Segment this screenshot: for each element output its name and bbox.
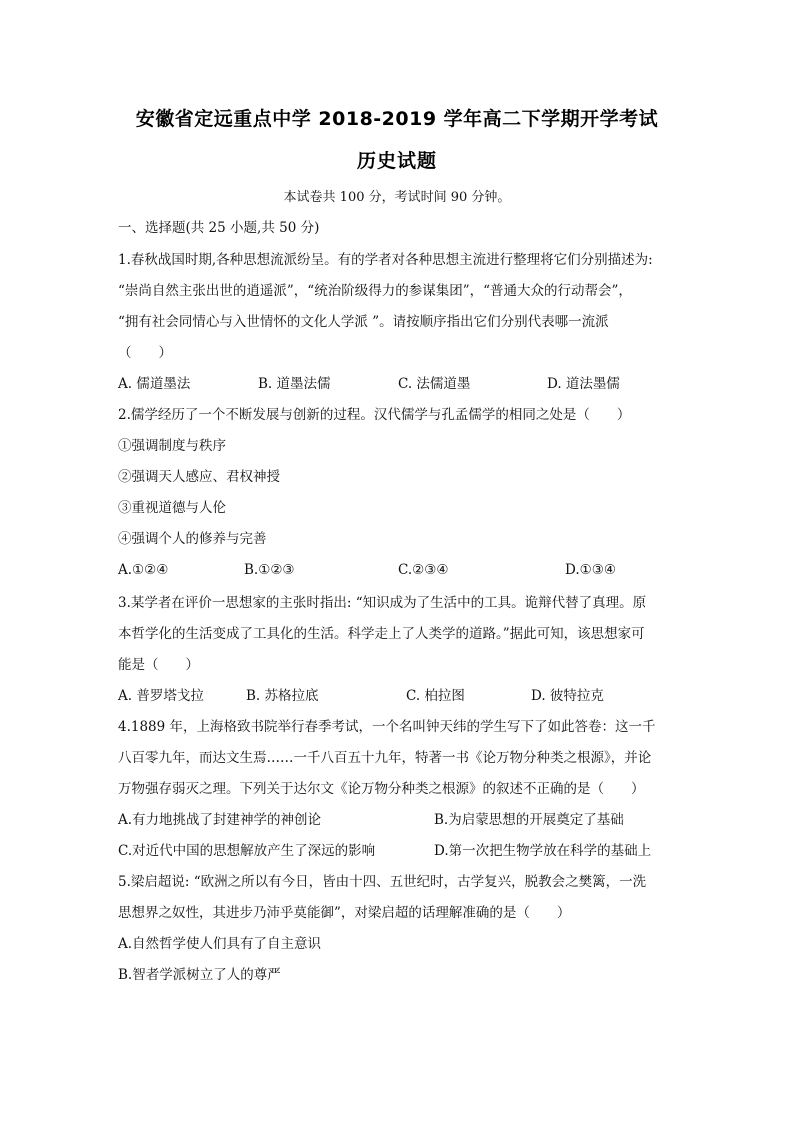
q4-option-c[interactable]: C.对近代中国的思想解放产生了深远的影响 (118, 843, 376, 859)
q2-item-2: ②强调天人感应、君权神授 (118, 469, 280, 485)
exam-title: 安徽省定远重点中学 2018-2019 学年高二下学期开学考试 (135, 108, 659, 130)
q4-option-b[interactable]: B.为启蒙思想的开展奠定了基础 (434, 812, 624, 828)
q1-stem-line-1: 1.春秋战国时期,各种思想流派纷呈。有的学者对各种思想主流进行整理将它们分别描述为: (118, 252, 653, 268)
q2-item-1: ①强调制度与秩序 (118, 438, 226, 454)
q2-stem: 2.儒学经历了一个不断发展与创新的过程。汉代儒学与孔孟儒学的相同之处是（ ） (118, 407, 631, 423)
section-heading: 一、选择题(共 25 小题,共 50 分) (118, 220, 320, 236)
q1-option-a[interactable]: A. 儒道墨法 (118, 376, 191, 392)
q1-answer-blank: （ ） (118, 345, 172, 361)
q3-option-c[interactable]: C. 柏拉图 (406, 688, 465, 704)
q4-stem-line-1: 4.1889 年，上海格致书院举行春季考试，一个名叫钟天纬的学生写下了如此答卷：这一千 (118, 719, 656, 735)
q3-stem-line-2: 本哲学化的生活变成了工具化的生活。科学走上了人类学的道路。”据此可知，该思想家可 (118, 626, 645, 642)
q2-option-c[interactable]: C.②③④ (398, 562, 449, 578)
q1-option-b[interactable]: B. 道墨法儒 (258, 376, 331, 392)
q2-option-d[interactable]: D.①③④ (565, 562, 616, 578)
q4-option-a[interactable]: A.有力地挑战了封建神学的神创论 (118, 812, 322, 828)
q3-option-a[interactable]: A. 普罗塔戈拉 (118, 688, 204, 704)
q3-option-b[interactable]: B. 苏格拉底 (246, 688, 319, 704)
q5-option-a[interactable]: A.自然哲学使人们具有了自主意识 (118, 936, 322, 952)
q2-item-4: ④强调个人的修养与完善 (118, 531, 267, 547)
q1-stem-line-3: “拥有社会同情心与入世情怀的文化人学派 ”。请按顺序指出它们分别代表哪一流派 (118, 314, 609, 330)
q4-option-d[interactable]: D.第一次把生物学放在科学的基础上 (434, 843, 652, 859)
q3-option-d[interactable]: D. 彼特拉克 (531, 688, 604, 704)
exam-note: 本试卷共 100 分，考试时间 90 分钟。 (283, 190, 511, 205)
exam-subject: 历史试题 (356, 150, 437, 172)
q5-option-b[interactable]: B.智者学派树立了人的尊严 (118, 967, 281, 983)
q4-stem-line-3: 万物强存弱灭之理。下列关于达尔文《论万物分种类之根源》的叙述不正确的是（ ） (118, 781, 645, 797)
q2-item-3: ③重视道德与人伦 (118, 500, 226, 516)
q2-option-b[interactable]: B.①②③ (244, 562, 295, 578)
q4-stem-line-2: 八百零九年，而达文生焉……一千八百五十九年，特著一书《论万物分种类之根源》，并论 (118, 750, 652, 766)
q3-stem-line-3: 能是（ ） (118, 657, 199, 673)
q1-option-d[interactable]: D. 道法墨儒 (547, 376, 620, 392)
q3-stem-line-1: 3.某学者在评价一思想家的主张时指出: “知识成为了生活中的工具。诡辩代替了真理。原 (118, 595, 647, 611)
q1-option-c[interactable]: C. 法儒道墨 (398, 376, 471, 392)
q1-stem-line-2: “崇尚自然主张出世的逍遥派”，“统治阶级得力的参谋集团”，“普通大众的行动帮会”， (118, 283, 632, 299)
q5-stem-line-1: 5.梁启超说: “欧洲之所以有今日，皆由十四、五世纪时，古学复兴，脱教会之樊篱，一洗 (118, 874, 647, 890)
q2-option-a[interactable]: A.①②④ (118, 562, 169, 578)
q5-stem-line-2: 思想界之奴性，其进步乃沛乎莫能御”，对梁启超的话理解准确的是（ ） (118, 905, 571, 921)
